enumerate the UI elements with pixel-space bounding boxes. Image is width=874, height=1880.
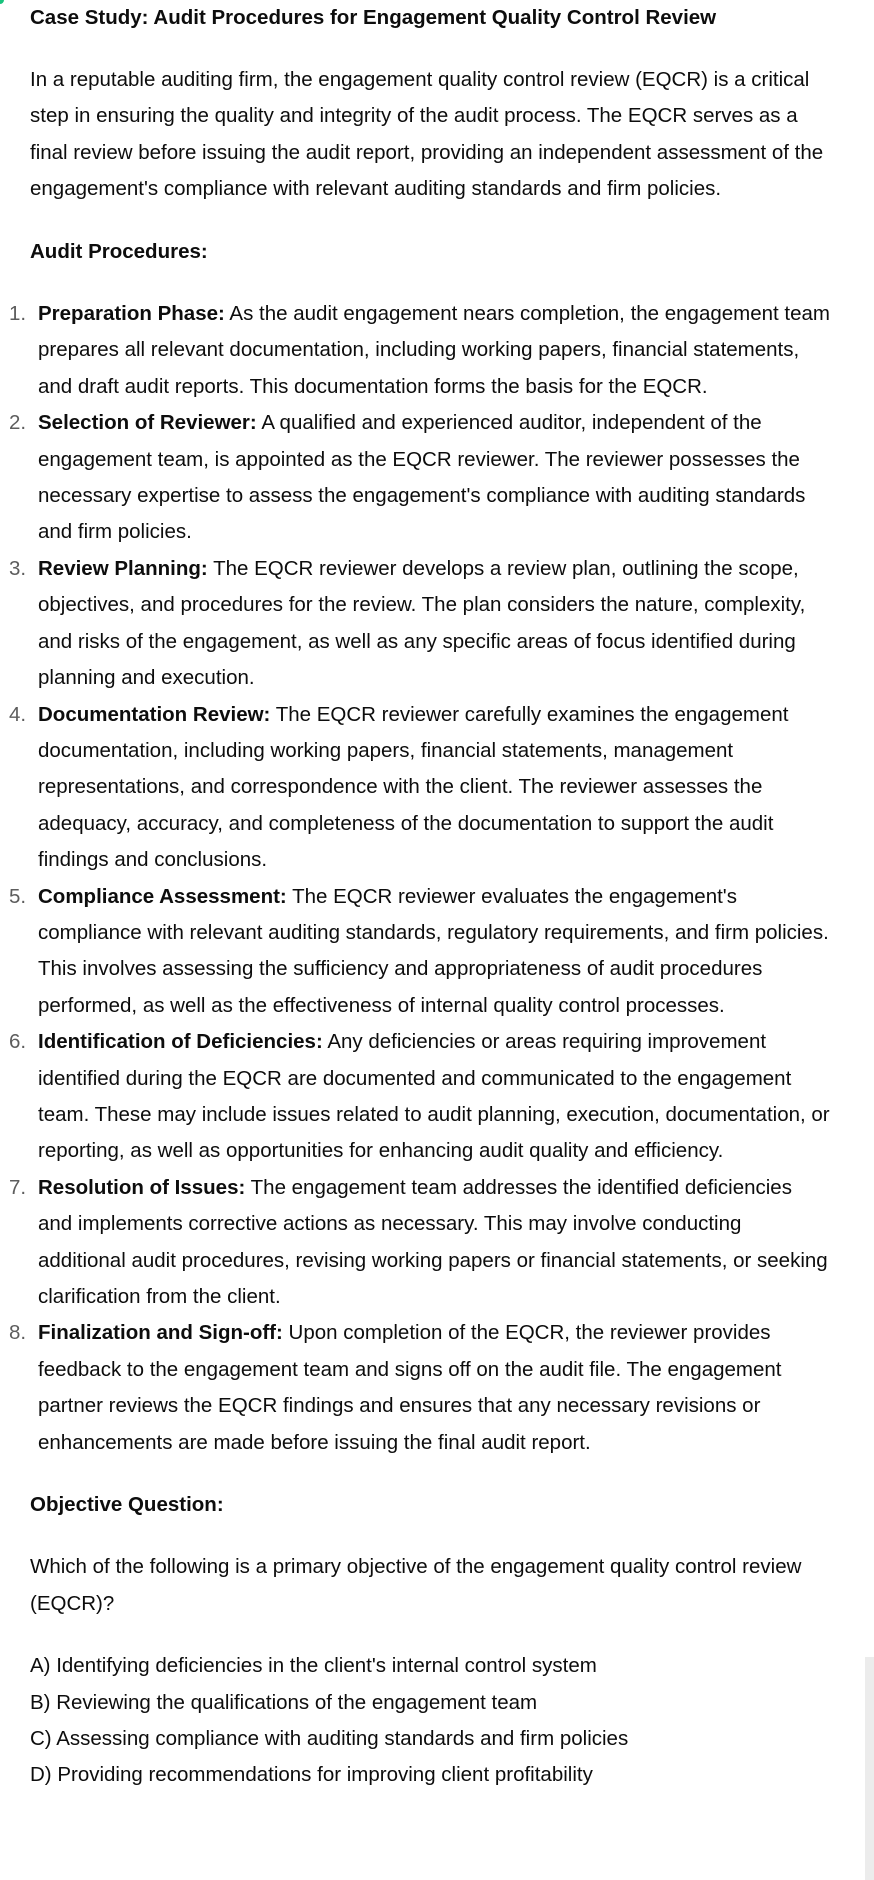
step-title: Identification of Deficiencies: [38,1030,323,1054]
step-title: Resolution of Issues: [38,1175,246,1199]
step-title: Finalization and Sign-off: [38,1321,283,1345]
question-heading: Objective Question: [30,1493,224,1517]
step-title: Preparation Phase: [38,302,225,326]
option-d: D) Providing recommendations for improving client profitability [30,1763,593,1787]
procedures-heading: Audit Procedures: [30,239,208,263]
option-a: A) Identifying deficiencies in the client's internal control system [30,1654,597,1678]
step-text: The EQCR reviewer develops a review plan, outlining the scope, objectives, and procedures for the review. The plan considers the nature, complexity, and risks of the engagement, as well as any specific areas of focus identified during planning and execution. [38,556,806,690]
step-title: Documentation Review: [38,702,271,726]
question-text: Which of the following is a primary objective of the engagement quality control review (EQCR)? [30,1555,802,1615]
answer-options [30,1648,830,1794]
step-number: 2. [9,411,27,435]
procedure-step-8 [0,1315,830,1461]
step-number: 4. [9,702,27,726]
procedure-step-4 [0,697,830,879]
step-text: The EQCR reviewer evaluates the engagement's compliance with relevant auditing standards, regulatory requirements, and firm policies. This involves assessing the sufficiency and appropriateness of audit procedures performed, as well as the effectiveness of internal quality control processes. [38,884,829,1017]
step-title: Compliance Assessment: [38,884,287,908]
step-number: 8. [9,1321,27,1345]
intro-paragraph: In a reputable auditing firm, the engagement quality control review (EQCR) is a critical step in ensuring the quality and integrity of the audit process. The EQCR serves as a final review before issuing the audit report, providing an independent assessment of the engagement's compliance with relevant auditing standards and firm policies. [30,68,824,201]
edge-accent-dot [0,0,4,4]
step-title: Selection of Reviewer: [38,411,257,435]
message-content [9,0,831,1794]
step-text: The EQCR reviewer carefully examines the engagement documentation, including working papers, financial statements, management representations, and correspondence with the client. The reviewer assesses the adequacy, accuracy, and completeness of the documentation to support the audit findings and conclusions. [38,702,789,872]
step-text: As the audit engagement nears completion, the engagement team prepares all relevant documentation, including working papers, financial statements, and draft audit reports. This documentation forms the basis for the EQCR. [38,302,831,398]
procedure-step-2 [0,405,830,551]
step-number: 5. [9,884,27,908]
step-text: The engagement team addresses the identified deficiencies and implements corrective actions as necessary. This may involve conducting additional audit procedures, revising working papers or financial statements, or seeking clarification from the client. [38,1175,828,1308]
step-number: 6. [9,1030,27,1054]
scrollbar-track[interactable] [865,1657,874,1880]
procedure-step-5 [0,879,830,1025]
step-text: Upon completion of the EQCR, the reviewer provides feedback to the engagement team and signs off on the audit file. The engagement partner reviews the EQCR findings and ensures that any necessary revisions or enhancements are made before issuing the final audit report. [38,1321,782,1454]
procedure-step-6 [0,1024,830,1170]
procedures-list [0,296,830,1461]
step-number: 3. [9,556,27,580]
case-study-title: Case Study: Audit Procedures for Engagement Quality Control Review [30,6,717,29]
option-b: B) Reviewing the qualifications of the engagement team [30,1690,538,1714]
step-title: Review Planning: [38,556,208,580]
step-text: Any deficiencies or areas requiring improvement identified during the EQCR are documented and communicated to the engagement team. These may include issues related to audit planning, execution, documentation, or reporting, as well as opportunities for enhancing audit quality and efficiency. [38,1030,830,1163]
procedure-step-7 [0,1170,830,1316]
procedure-step-3 [0,551,830,697]
step-number: 7. [9,1175,27,1199]
step-number: 1. [9,302,27,326]
option-c: C) Assessing compliance with auditing standards and firm policies [30,1727,629,1751]
step-text: A qualified and experienced auditor, independent of the engagement team, is appointed as the EQCR reviewer. The reviewer possesses the necessary expertise to assess the engagement's compliance with auditing standards and firm policies. [38,411,806,544]
procedure-step-1 [0,296,830,405]
